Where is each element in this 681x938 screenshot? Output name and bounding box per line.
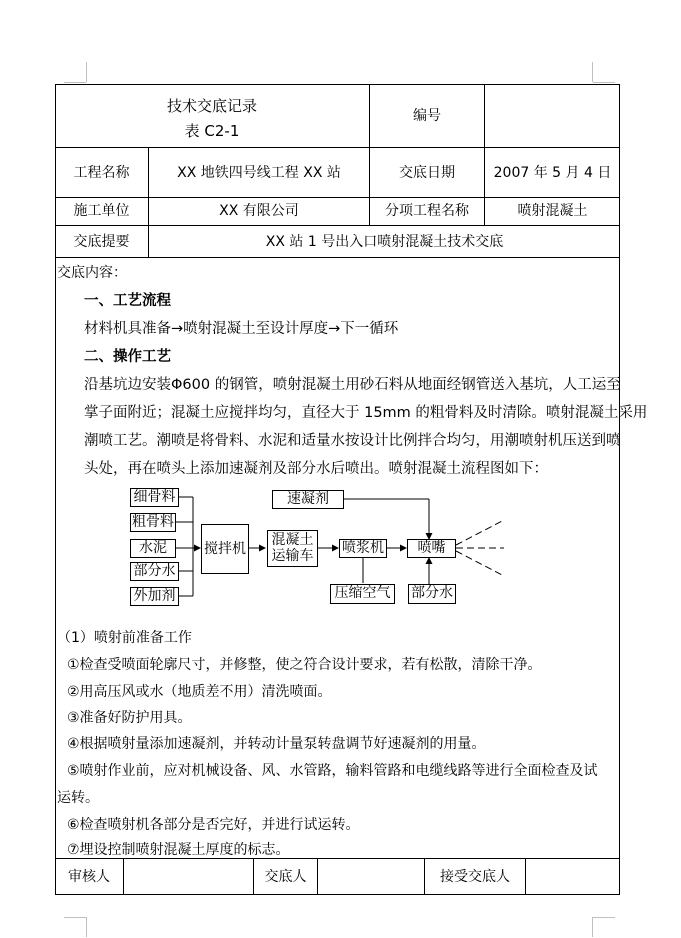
form-number: 表 C2-1 [184,122,240,140]
prep-item-continued: 运转。 [57,790,99,806]
prep-item: ②用高压风或水（地质差不用）清洗喷面。 [67,684,332,700]
unit-label: 施工单位 [73,203,130,219]
input-cement: 水泥 [130,539,176,558]
summary-label: 交底提要 [73,234,130,250]
paragraph-line: 头处，再在喷头上添加速凝剂及部分水后喷出。喷射混凝土流程图如下： [84,461,548,477]
prep-item: ⑤喷射作业前，应对机械设备、风、水管路，输料管路和电缆线路等进行全面检查及试 [67,763,598,779]
process-flow-text: 材料机具准备→喷射混凝土至设计厚度→下一循环 [84,321,399,337]
project-name-value: XX 地铁四号线工程 XX 站 [177,165,341,181]
compressed-air-box: 压缩空气 [330,584,395,604]
mixer-box: 搅拌机 [201,524,249,574]
water-box: 部分水 [408,584,456,604]
transport-line1: 混凝土 [271,532,314,548]
form-title: 技术交底记录 [166,97,257,115]
section-title-operation: 二、操作工艺 [84,349,171,365]
prep-item: ④根据喷射量添加速凝剂，并转动计量泵转盘调节好速凝剂的用量。 [67,736,486,752]
reviewer-label: 审核人 [68,869,110,885]
subproject-label: 分项工程名称 [385,203,469,219]
input-fine-aggregate: 细骨料 [130,488,179,507]
prep-item: ⑦埋设控制喷射混凝土厚度的标志。 [67,842,290,858]
paragraph-line: 掌子面附近；混凝土应搅拌均匀，直径大于 15mm 的粗骨料及时清除。喷射混凝土采用 [84,405,648,421]
number-label: 编号 [413,108,441,124]
prep-title: （1）喷射前准备工作 [57,630,192,646]
transport-line2: 运输车 [271,548,314,564]
date-label: 交底日期 [399,165,455,181]
prep-item: ①检查受喷面轮廓尺寸，并修整，使之符合设计要求，若有松散，清除干净。 [67,657,542,673]
input-coarse-aggregate: 粗骨料 [132,514,174,530]
section-title-process: 一、工艺流程 [84,293,171,309]
date-value: 2007 年 5 月 4 日 [493,165,612,181]
project-name-label: 工程名称 [73,165,130,181]
content-label: 交底内容： [57,265,127,281]
prep-item: ⑥检查喷射机各部分是否完好，并进行试运转。 [67,817,360,833]
paragraph-line: 沿基坑边安装Φ600 的钢管，喷射混凝土用砂石料从地面经钢管送入基坑，人工运至 [84,377,621,393]
receiver-label: 接受交底人 [440,869,510,885]
nozzle-box: 喷嘴 [407,539,456,558]
sprayer-box: 喷浆机 [339,539,387,558]
input-admixture: 外加剂 [130,587,179,606]
discloser-label: 交底人 [264,869,307,885]
unit-value: XX 有限公司 [219,203,299,219]
subproject-value: 喷射混凝土 [517,203,588,219]
summary-value: XX 站 1 号出入口喷射混凝土技术交底 [265,234,504,250]
input-partial-water: 部分水 [130,562,179,581]
transport-box [267,530,318,567]
paragraph-line: 潮喷工艺。潮喷是将骨料、水泥和适量水按设计比例拌合均匀，用潮喷射机压送到喷 [84,433,621,449]
prep-item: ③准备好防护用具。 [67,710,192,726]
accelerator-box: 速凝剂 [272,490,344,509]
